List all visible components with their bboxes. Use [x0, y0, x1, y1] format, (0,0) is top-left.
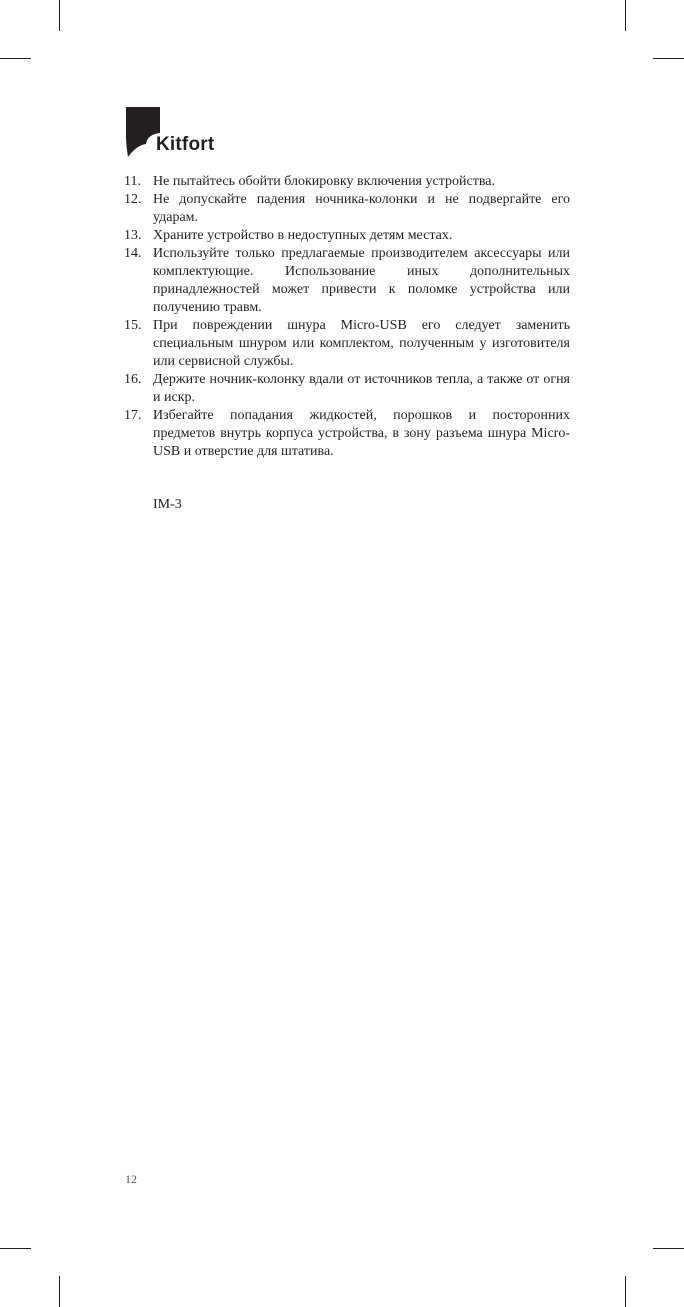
crop-mark-bottom-right-vertical — [625, 1276, 626, 1307]
crop-mark-top-right-vertical — [625, 0, 626, 31]
crop-mark-top-left-vertical — [59, 0, 60, 31]
item-text: Не пытайтесь обойти блокировку включения устройства. — [153, 174, 495, 189]
page-number: 12 — [125, 1172, 137, 1186]
crop-mark-top-right-horizontal — [653, 58, 684, 59]
item-text: Не допускайте падения ночника-колонки и не подвергайте его ударам. — [153, 192, 570, 225]
brand-logo — [125, 107, 235, 159]
list-item — [124, 227, 570, 245]
model-code: IM-3 — [153, 497, 182, 512]
item-number: 11. — [124, 174, 141, 189]
crop-mark-bottom-right-horizontal — [653, 1248, 684, 1249]
list-item — [124, 371, 570, 407]
item-number: 16. — [124, 372, 142, 387]
item-number: 14. — [124, 246, 142, 261]
brand-name: Kitfort — [156, 134, 215, 155]
list-item — [124, 317, 570, 371]
item-number: 17. — [124, 408, 142, 423]
list-item — [124, 173, 570, 191]
item-text: Держите ночник-колонку вдали от источников тепла, а также от огня и искр. — [153, 372, 570, 405]
item-text: При повреждении шнура Micro-USB его следует заменить специальным шнуром или комплектом, полученным у изготовителя или сервисной службы. — [153, 318, 570, 369]
item-text: Храните устройство в недоступных детям местах. — [153, 228, 453, 243]
item-number: 12. — [124, 192, 142, 207]
item-number: 15. — [124, 318, 142, 333]
list-item — [124, 191, 570, 227]
crop-mark-bottom-left-horizontal — [0, 1248, 31, 1249]
item-text: Избегайте попадания жидкостей, порошков и посторонних предметов внутрь корпуса устройства, в зону разъема шнура Micro-USB и отверстие для штатива. — [153, 408, 570, 459]
safety-instructions-list — [124, 173, 570, 461]
list-item — [124, 407, 570, 461]
item-text: Используйте только предлагаемые производителем аксессуары или комплектующие. Использование иных дополнительных принадлежностей может привести к поломке устройства или получению травм. — [153, 246, 570, 315]
crop-mark-top-left-horizontal — [0, 58, 31, 59]
crop-mark-bottom-left-vertical — [59, 1276, 60, 1307]
list-item — [124, 245, 570, 317]
item-number: 13. — [124, 228, 142, 243]
